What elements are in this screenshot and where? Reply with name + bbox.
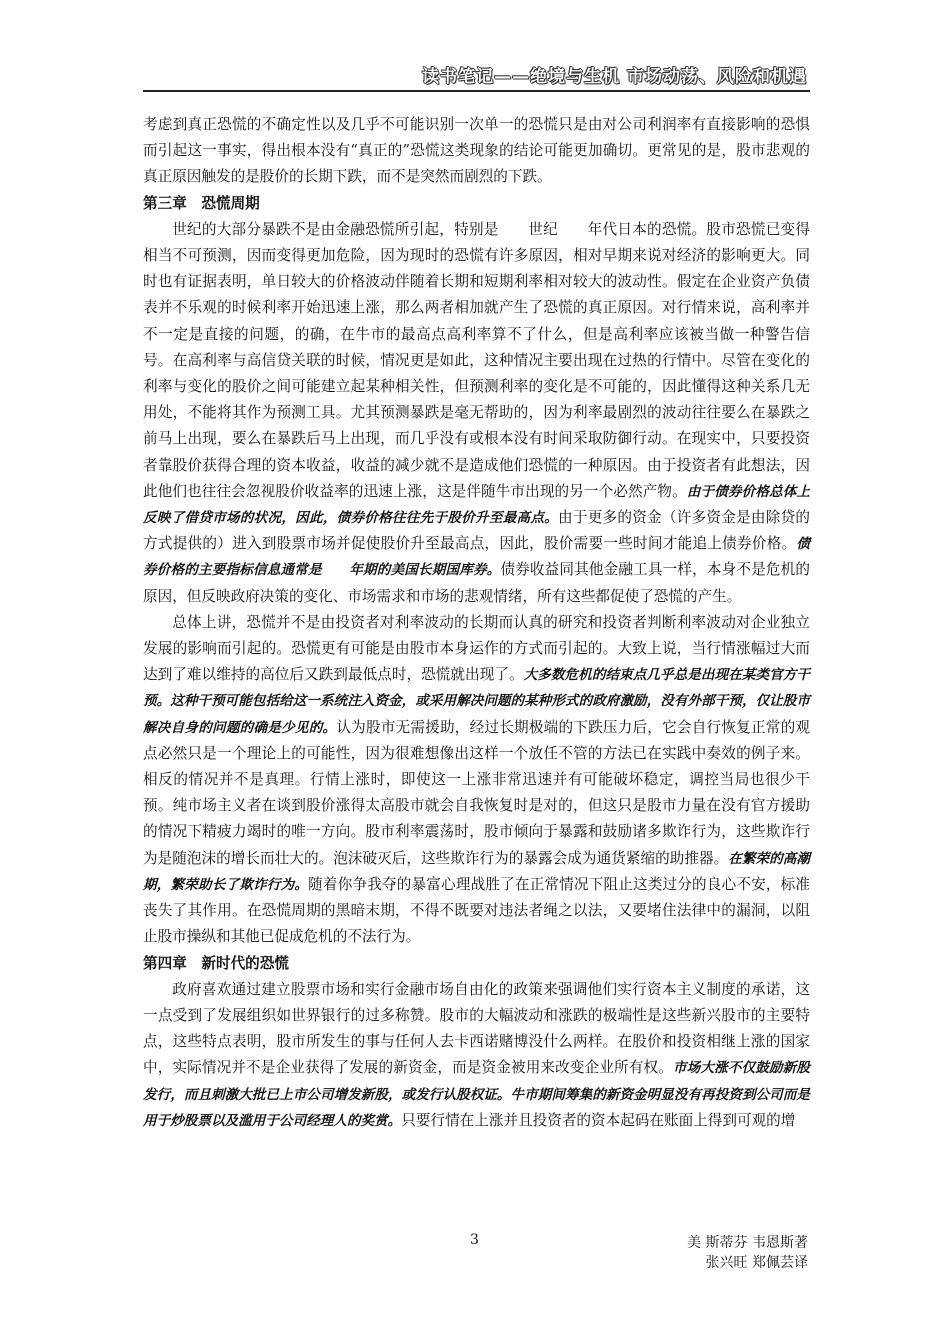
translator-credit: 张兴旺 郑佩芸译: [705, 1255, 808, 1271]
paragraph-2-emphasis-d: 债券价格的主要指标信息通常是 年期的美国长期国库券。: [143, 536, 810, 579]
paragraph-2-text-c: 由于更多的资金（许多资金是由除贷的方式提供的）进入到股票市场并促使股价升至最高点，因此，股价需要一些时间才能追上债券价格。: [143, 509, 810, 553]
paragraph-4-text-c: 只要行情在上涨并且投资者的资本起码在账面上得到可观的增: [401, 1111, 796, 1129]
paragraph-4: [143, 977, 810, 1134]
paragraph-2-text-a: 世纪的大部分暴跌不是由金融恐慌所引起，特别是 世纪 年代日本的恐慌。股市恐慌已变得相当不可预测，因而变得更加危险，因为现时的恐慌有许多原因，相对早期来说对经济的影响更大。同时也有证据表明，单日较大的价格波动伴随着长期和短期利率相对较大的波动性。假定在企业资产负债表并不乐观的时候利率开始迅速上涨，那么两者相加就产生了恐慌的真正原因。对行情来说，高利率并不一定是直接的问题，的确，在牛市的最高点高利率算不了什么，但是高利率应该被当做一种警告信号。在高利率与高信贷关联的时候，情况更是如此，这种情况主要出现在过热的行情中。尽管在变化的利率与变化的股价之间可能建立起某种相关性，但预测利率的变化是不可能的，因此懂得这种关系几无用处，不能将其作为预测工具。尤其预测暴跌是毫无帮助的，因为利率最剧烈的波动往往要么在暴跌之前马上出现，要么在暴跌后马上出现，而几乎没有或根本没有时间采取防御行动。在现实中，只要投资者靠股价获得合理的资本收益，收益的减少就不是造成他们恐慌的一种原因。由于投资者有此想法，因此他们也往往会忽视股价收益率的迅速上涨，这是伴随牛市出现的另一个必然产物。: [143, 220, 810, 500]
paragraph-3-emphasis-b: 大多数危机的结束点几乎总是出现在某类官方干预。这种干预可能包括给这一系统注入资金，或采用解决问题的某种形式的政府激励，没有外部干预，仅让股市解决自身的问题的确是少见的。: [143, 667, 810, 736]
page-body: [143, 112, 810, 1134]
chapter-3-heading: 第三章 恐慌周期: [143, 194, 260, 212]
paragraph-3-emphasis-d: 在繁荣的高潮期，繁荣助长了欺诈行为。: [143, 850, 810, 893]
paragraph-1: 考虑到真正恐慌的不确定性以及几乎不可能识别一次单一的恐慌只是由对公司利润率有直接影响的恐惧而引起这一事实，得出根本没有“真正的”恐慌这类现象的结论可能更加确切。更常见的是，股市悲观的真正原因触发的是股价的长期下跌，而不是突然而剧烈的下跌。: [143, 116, 810, 186]
paragraph-3-text-c: 认为股市无需援助，经过长期极端的下跌压力后，它会自行恢复正常的观点必然只是一个理论上的可能性，因为很难想像出这样一个放任不管的方法已在实践中奏效的例子来。相反的情况并不是真理。行情上涨时，即使这一上涨非常迅速并有可能破坏稳定，调控当局也很少干预。纯市场主义者在谈到股价涨得太高股市就会自我恢复时是对的，但这只是股市力量在没有官方援助的情况下精疲力竭时的唯一方向。股市利率震荡时，股市倾向于暴露和鼓励诸多欺诈行为，这些欺诈行为是随泡沫的增长而壮大的。泡沫破灭后，这些欺诈行为的暴露会成为通货紧缩的助推器。: [143, 718, 810, 867]
paragraph-2: [143, 217, 810, 610]
paragraph-3-text-e: 随着你争我夺的暴富心理战胜了在正常情况下阻止这类过分的良心不安，标准丧失了其作用。在恐慌周期的黑暗末期，不得不既要对违法者绳之以法，又要堵住法律中的漏洞，以阻止股市操纵和其他已促成危机的不法行为。: [143, 875, 810, 946]
chapter-4-heading: 第四章 新时代的恐慌: [143, 954, 289, 972]
author-credit: 美 斯蒂芬 韦恩斯著: [687, 1235, 808, 1251]
paragraph-3-text-a: 总体上讲，恐慌并不是由投资者对利率波动的长期而认真的研究和投资者判断利率波动对企业独立发展的影响而引起的。恐慌更有可能是由股市本身运作的方式而引起的。大致上说，当行情涨幅过大而达到了难以维持的高位后又跌到最低点时，恐慌就出现了。: [143, 613, 810, 684]
paragraph-3: [143, 610, 810, 951]
paragraph-2-text-e: 债券收益同其他金融工具一样，本身不是危机的原因，但反映政府决策的变化、市场需求和市场的悲观情绪，所有这些都促使了恐慌的产生。: [143, 561, 810, 605]
paragraph-4-text-a: 政府喜欢通过建立股票市场和实行金融市场自由化的政策来强调他们实行资本主义制度的承诺，这一点受到了发展组织如世界银行的过多称赞。股市的大幅波动和涨跌的极端性是这些新兴股市的主要特点，这些特点表明，股市所发生的事与任何人去卡西诺赌博没什么两样。在股价和投资相继上涨的国家中，实际情况并不是企业获得了发展的新资金，而是资金被用来改变企业所有权。: [143, 980, 810, 1077]
header-rule: [143, 90, 810, 92]
running-header-title: 读书笔记——绝境与生机 市场动荡、风险和机遇: [422, 67, 807, 87]
paragraph-4-emphasis-b: 市场大涨不仅鼓励新股发行，而且刺激大批已上市公司增发新股，或发行认股权证。牛市期间筹集的新资金明显没有再投资到公司而是用于炒股票以及滥用于公司经理人的奖赏。: [143, 1060, 810, 1129]
paragraph-2-emphasis-b: 由于债券价格总体上反映了借贷市场的状况，因此，债券价格往往先于股价升至最高点。: [143, 483, 811, 527]
page-number: 3: [470, 1232, 479, 1248]
